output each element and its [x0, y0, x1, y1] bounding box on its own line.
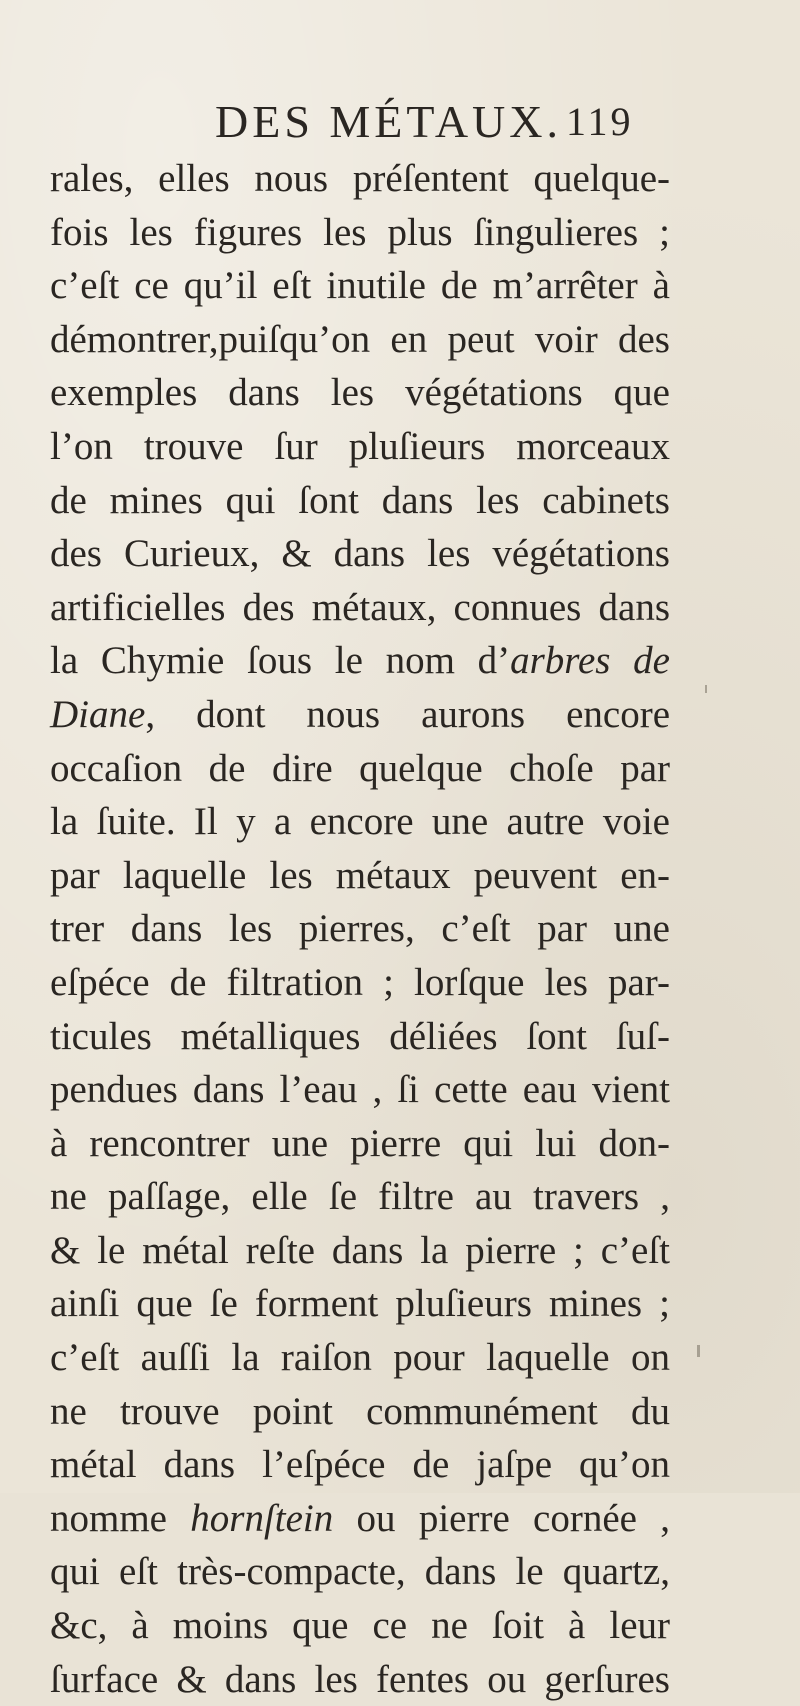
- text-line: pendues dans l’eau , ſi cette eau vient: [50, 1068, 670, 1112]
- text-line: des Curieux, & dans les végétations: [50, 532, 670, 576]
- text-line: & le métal reſte dans la pierre ; c’eſt: [50, 1228, 670, 1272]
- text-line: &c, à moins que ce ne ſoit à leur: [50, 1604, 670, 1648]
- text-line: ainſi que ſe forment pluſieurs mines ;: [50, 1282, 670, 1326]
- text-line: qui eſt très-compacte, dans le quartz,: [50, 1550, 670, 1594]
- text-line: l’on trouve ſur pluſieurs morceaux: [50, 424, 670, 468]
- page-header: [0, 92, 800, 152]
- italic-word-hornstein: hornſtein: [190, 1496, 334, 1540]
- text-line: artificielles des métaux, connues dans: [50, 585, 670, 629]
- margin-speck: [697, 1345, 700, 1357]
- text-line: ne trouve point communément du: [50, 1389, 670, 1433]
- text-segment: ou pierre cornée ,: [333, 1496, 670, 1540]
- text-line: occaſion de dire quelque choſe par: [50, 746, 670, 790]
- running-head: DES MÉTAUX.: [215, 96, 562, 147]
- page-number: 119: [566, 99, 634, 144]
- text-line: de mines qui ſont dans les cabinets: [50, 478, 670, 522]
- text-line: [50, 688, 670, 742]
- text-line: trer dans les pierres, c’eſt par une: [50, 907, 670, 951]
- text-line: ne paſſage, elle ſe filtre au travers ,: [50, 1175, 670, 1219]
- text-segment: , dont nous aurons encore: [145, 692, 670, 736]
- text-line: eſpéce de filtration ; lorſque les par-: [50, 960, 670, 1004]
- text-line: ſurface & dans les fentes ou gerſures: [50, 1657, 670, 1701]
- margin-speck: [705, 685, 707, 693]
- text-line: la ſuite. Il y a encore une autre voie: [50, 800, 670, 844]
- text-line: rales, elles nous préſentent quelque-: [50, 157, 670, 200]
- text-line-with-italic: [50, 1492, 670, 1546]
- text-line: à rencontrer une pierre qui lui don-: [50, 1121, 670, 1165]
- text-line: fois les figures les plus ſingulieres ;: [50, 210, 670, 254]
- text-line: démontrer,puiſqu’on en peut voir des: [50, 317, 670, 361]
- text-line: métal dans l’eſpéce de jaſpe qu’on: [50, 1443, 670, 1487]
- italic-phrase-arbres: arbres de: [510, 639, 670, 683]
- text-line-with-italic: [50, 634, 670, 688]
- text-line: c’eſt auſſi la raiſon pour laquelle on: [50, 1336, 670, 1380]
- text-line: ticules métalliques déliées ſont ſuſ-: [50, 1014, 670, 1058]
- text-line: exemples dans les végétations que: [50, 371, 670, 415]
- text-segment: nomme: [50, 1496, 191, 1540]
- body-text: [50, 152, 670, 1706]
- text-segment: la Chymie ſous le nom d’: [50, 639, 511, 683]
- text-line: par laquelle les métaux peuvent en-: [50, 853, 670, 897]
- text-line: c’eſt ce qu’il eſt inutile de m’arrêter à: [50, 264, 670, 308]
- italic-word-diane: Diane: [50, 692, 146, 736]
